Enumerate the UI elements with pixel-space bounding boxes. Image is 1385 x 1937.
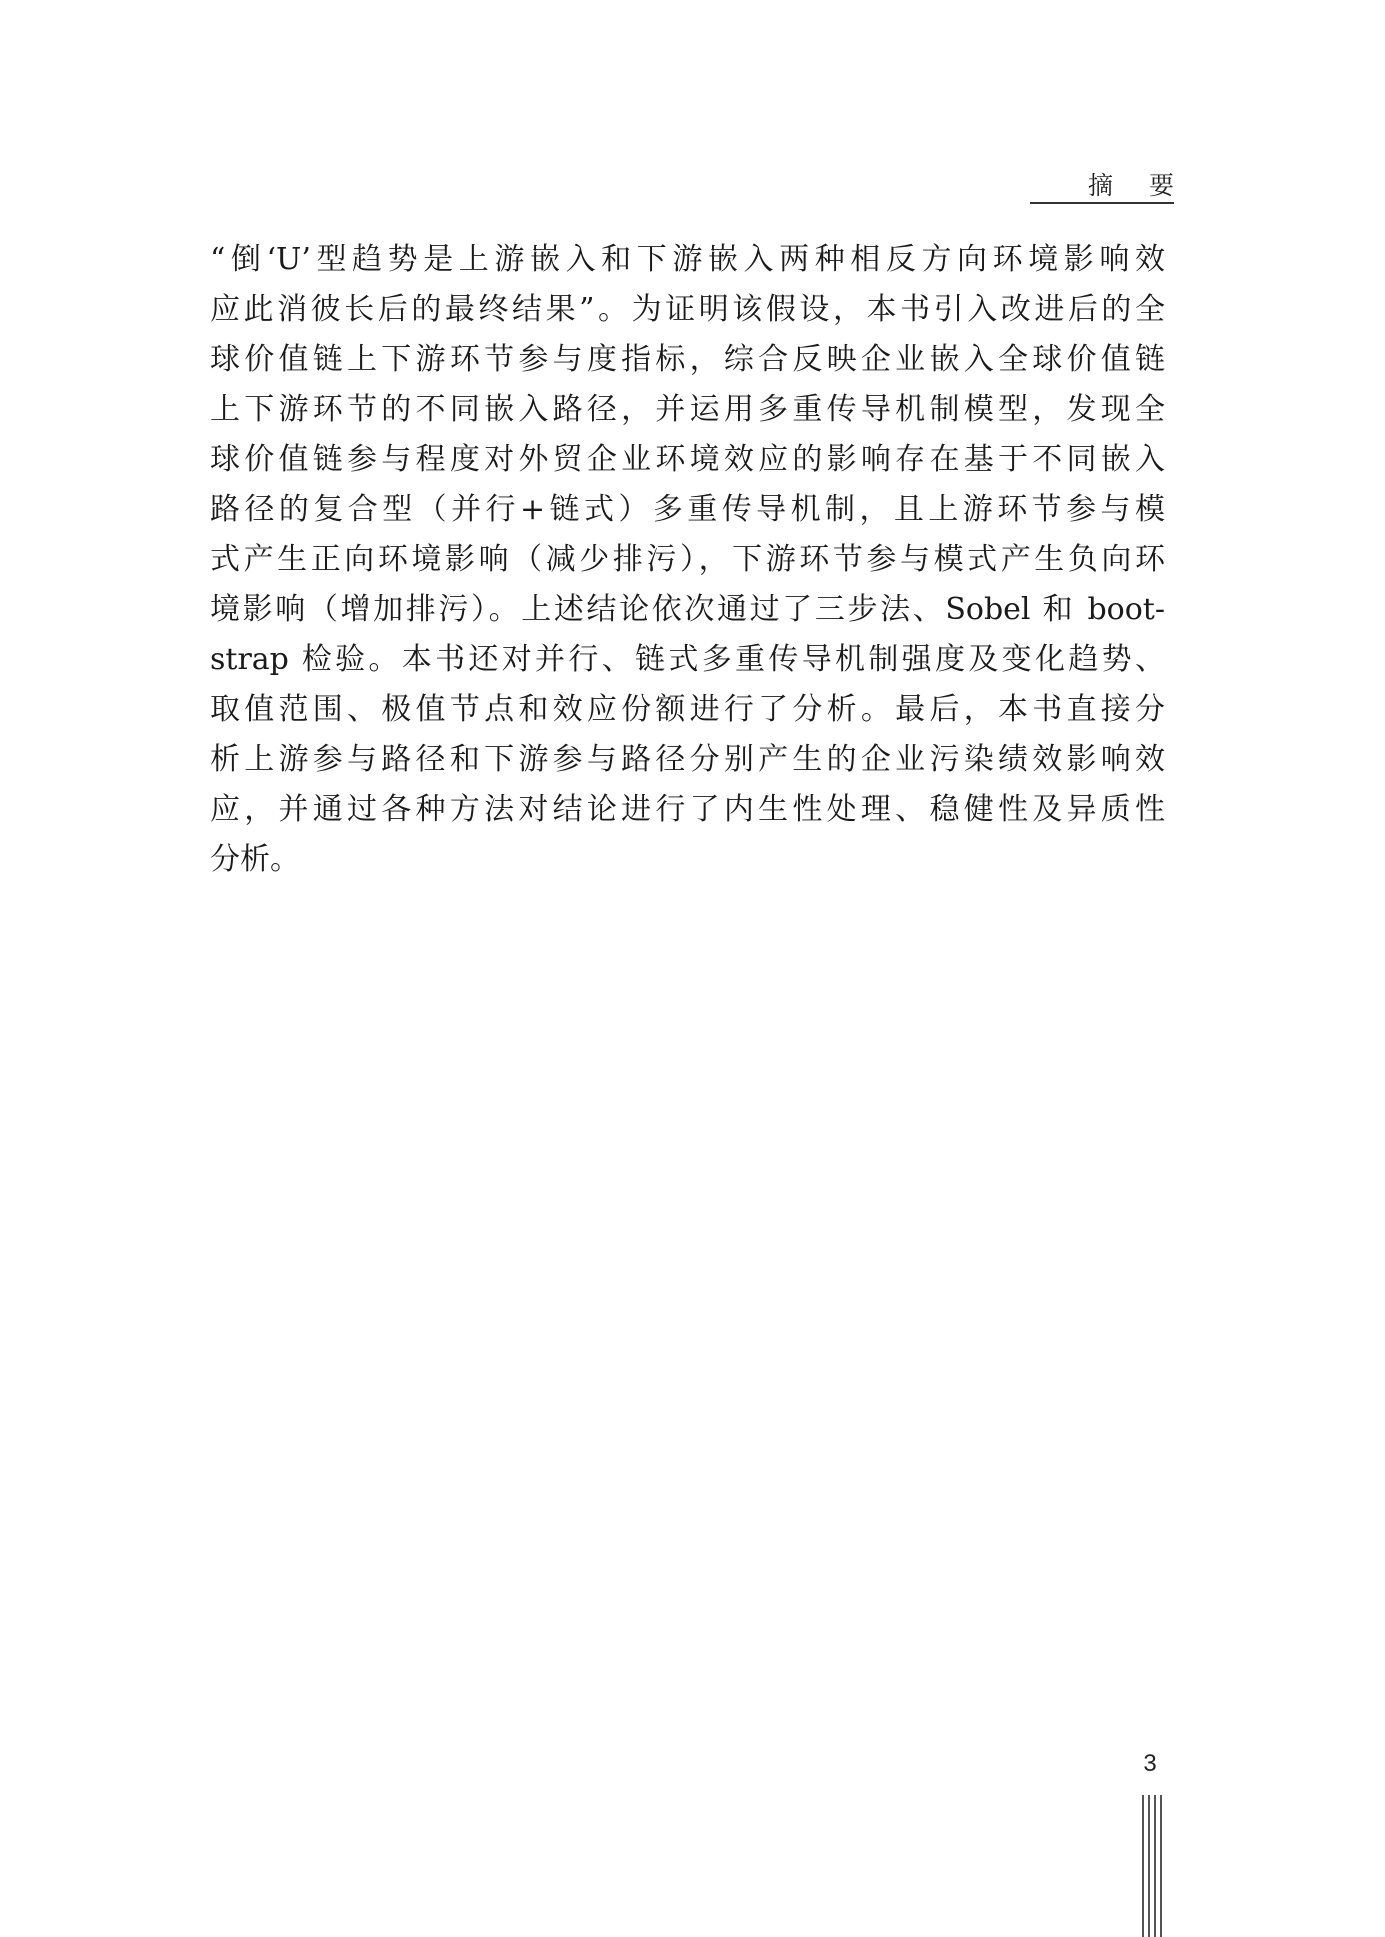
edge-rule <box>1160 1795 1162 1937</box>
page-number: 3 <box>1143 1750 1157 1777</box>
body-line: 境影响（增加排污）。上述结论依次通过了三步法、Sobel 和 boot- <box>210 592 1165 627</box>
edge-rule <box>1142 1795 1144 1937</box>
body-line: 析上游参与路径和下游参与路径分别产生的企业污染绩效影响效 <box>210 742 1165 777</box>
body-line: 路径的复合型（并行+链式）多重传导机制，且上游环节参与模 <box>210 492 1165 527</box>
body-line: “倒‘U’型趋势是上游嵌入和下游嵌入两种相反方向环境影响效 <box>210 242 1165 277</box>
edge-decoration-lines <box>1142 1795 1166 1937</box>
body-line: 应，并通过各种方法对结论进行了内生性处理、稳健性及异质性 <box>210 792 1165 827</box>
body-line-last: 分析。 <box>210 842 300 877</box>
body-line: 球价值链参与程度对外贸企业环境效应的影响存在基于不同嵌入 <box>210 442 1165 477</box>
running-header <box>1030 162 1210 204</box>
body-line: 球价值链上下游环节参与度指标，综合反映企业嵌入全球价值链 <box>210 342 1165 377</box>
body-line: 式产生正向环境影响（减少排污），下游环节参与模式产生负向环 <box>210 542 1165 577</box>
body-paragraph <box>210 235 1165 885</box>
edge-rule <box>1154 1795 1156 1937</box>
edge-rule <box>1148 1795 1150 1937</box>
body-line: 上下游环节的不同嵌入路径，并运用多重传导机制模型，发现全 <box>210 392 1165 427</box>
running-header-title: 摘要 <box>1087 171 1210 200</box>
body-line: 应此消彼长后的最终结果”。为证明该假设，本书引入改进后的全 <box>210 292 1165 327</box>
body-line: 取值范围、极值节点和效应份额进行了分析。最后，本书直接分 <box>210 692 1165 727</box>
body-line: strap 检验。本书还对并行、链式多重传导机制强度及变化趋势、 <box>210 642 1165 677</box>
